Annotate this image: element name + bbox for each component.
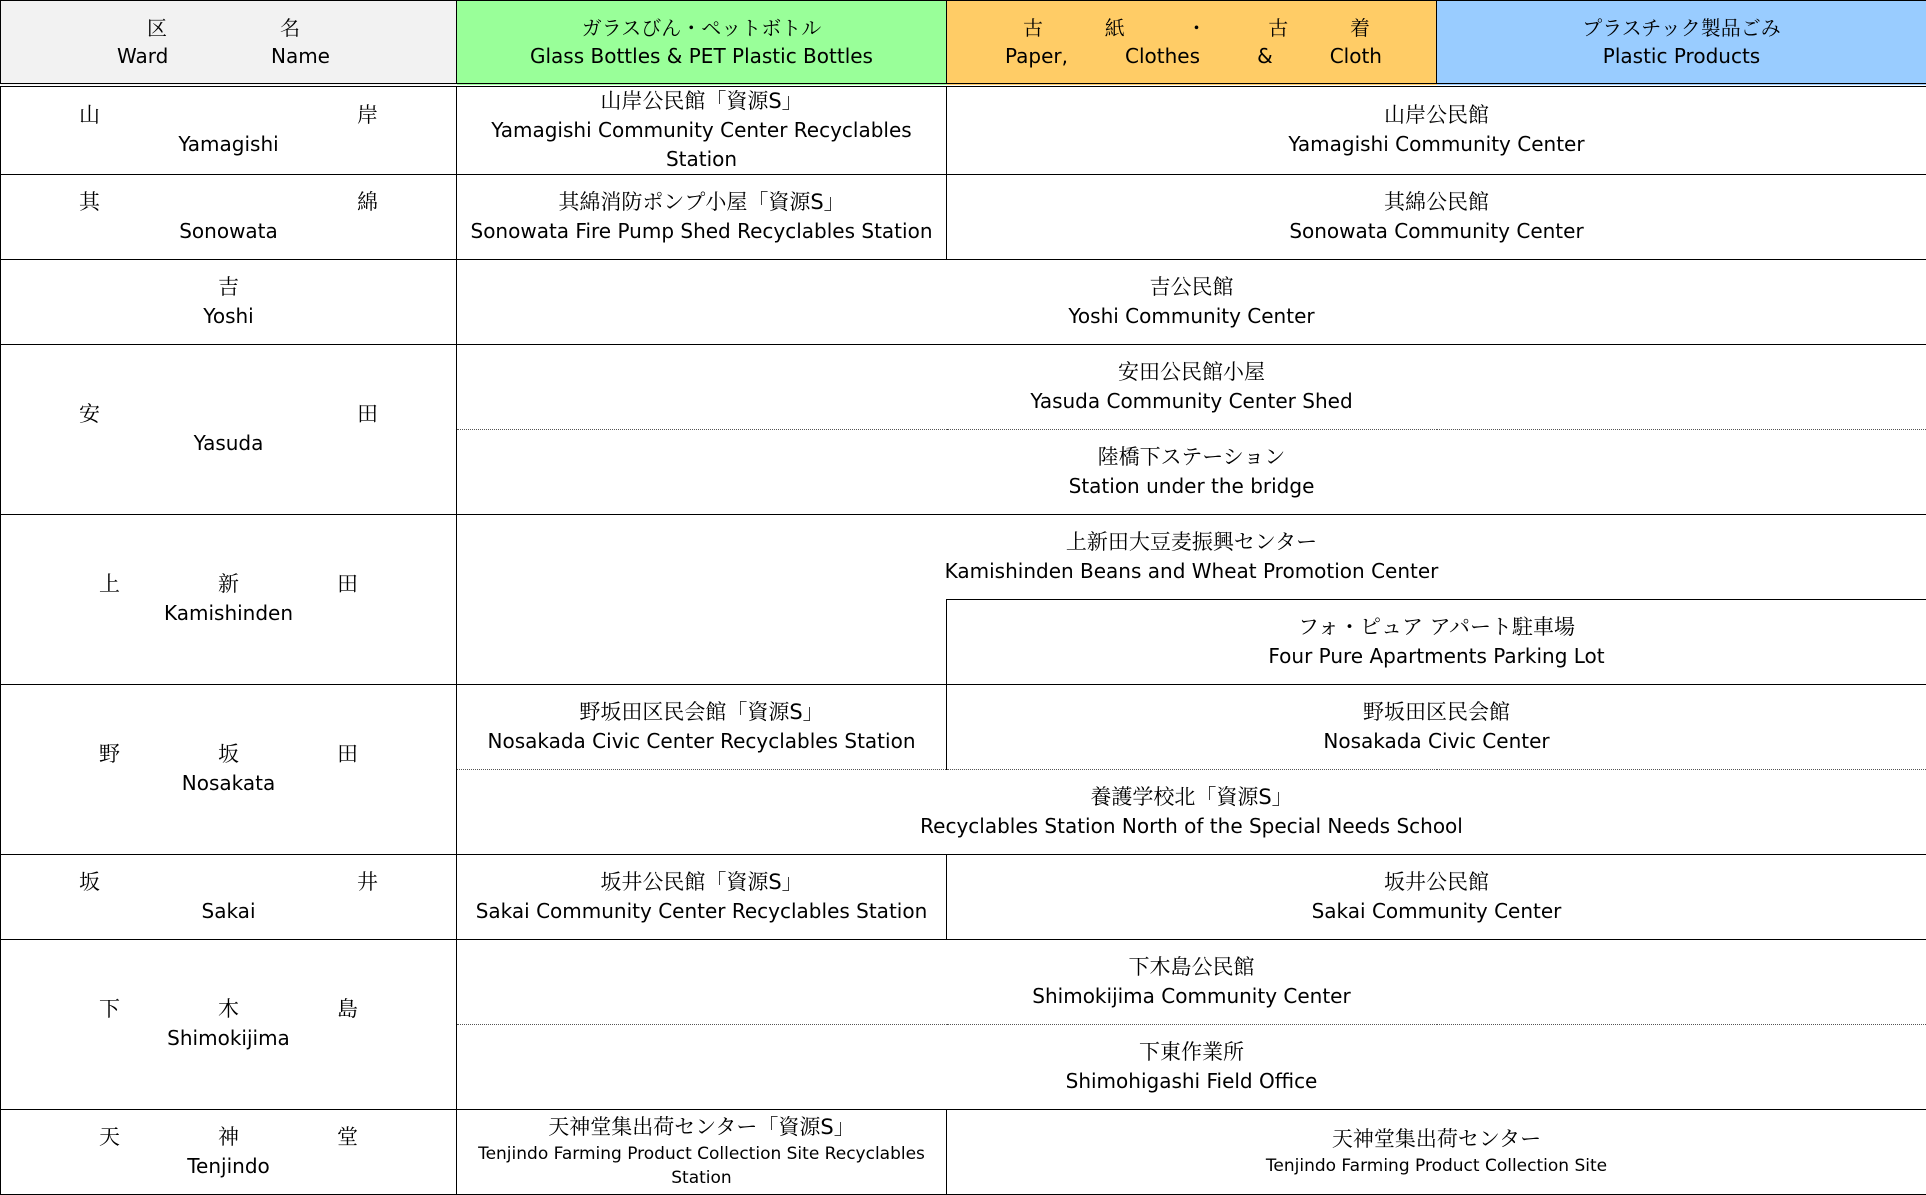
site-jp: 其綿公民館 <box>953 188 1920 217</box>
table-row <box>1 684 1926 769</box>
ward-jp: 田 <box>337 570 358 599</box>
site-jp: 陸橋下ステーション <box>463 443 1920 472</box>
header-paper-clothes <box>947 1 1437 85</box>
table-row <box>1 85 1926 175</box>
ward-jp: 新 <box>218 570 239 599</box>
site-en: Yamagishi Community Center <box>953 130 1920 159</box>
all-site-cell <box>457 514 1926 599</box>
other-site-cell <box>947 599 1926 684</box>
ward-cell-sonowata <box>1 174 457 259</box>
ward-jp: 坂 <box>218 740 239 769</box>
header-paper-jp-3: ・ <box>1187 14 1207 42</box>
other-site-cell <box>947 174 1926 259</box>
ward-jp: 天 <box>99 1123 120 1152</box>
glass-site-cell <box>457 684 947 769</box>
site-en: Nosakada Civic Center <box>953 727 1920 756</box>
site-jp: 天神堂集出荷センター <box>953 1125 1920 1154</box>
ward-en: Yamagishi <box>7 130 450 159</box>
site-en: Kamishinden Beans and Wheat Promotion Center <box>463 557 1920 586</box>
table-row <box>1 344 1926 429</box>
header-paper-en-2: Clothes <box>1125 42 1200 70</box>
header-plastic-products <box>1437 1 1926 85</box>
all-site-cell <box>457 344 1926 429</box>
ward-cell-nosakata <box>1 684 457 854</box>
glass-site-cell <box>457 85 947 175</box>
header-paper-jp-2: 紙 <box>1105 14 1125 42</box>
other-site-cell <box>947 1109 1926 1194</box>
ward-jp: 田 <box>337 740 358 769</box>
all-site-cell <box>457 429 1926 514</box>
ward-jp: 上 <box>99 570 120 599</box>
header-ward-name <box>1 1 457 85</box>
header-glass-jp: ガラスびん・ペットボトル <box>463 14 940 42</box>
header-ward-en-2: Name <box>271 42 330 70</box>
ward-jp: 神 <box>218 1123 239 1152</box>
ward-cell-shimokijima <box>1 939 457 1109</box>
site-jp: 坂井公民館「資源S」 <box>463 868 940 897</box>
site-jp: 下木島公民館 <box>463 953 1920 982</box>
ward-jp: 坂 <box>79 868 100 897</box>
site-en: Shimohigashi Field Office <box>463 1067 1920 1096</box>
header-paper-jp-4: 古 <box>1268 14 1288 42</box>
site-en: Nosakada Civic Center Recyclables Station <box>463 727 940 756</box>
table-row <box>1 514 1926 599</box>
site-en: Station under the bridge <box>463 472 1920 501</box>
ward-en: Sakai <box>7 897 450 926</box>
header-ward-en-1: Ward <box>117 42 168 70</box>
other-site-cell <box>947 85 1926 175</box>
site-en: Tenjindo Farming Product Collection Site <box>953 1154 1920 1178</box>
site-jp: 天神堂集出荷センター「資源S」 <box>463 1113 940 1142</box>
site-jp: 上新田大豆麦振興センター <box>463 528 1920 557</box>
site-jp: 下東作業所 <box>463 1038 1920 1067</box>
all-site-cell <box>457 939 1926 1024</box>
ward-jp: 田 <box>357 400 378 429</box>
other-site-cell <box>947 854 1926 939</box>
site-en: Recyclables Station North of the Special Needs School <box>463 812 1920 841</box>
ward-jp: 綿 <box>357 188 378 217</box>
site-jp: 其綿消防ポンプ小屋「資源S」 <box>463 188 940 217</box>
ward-cell-kamishinden <box>1 514 457 684</box>
header-paper-jp-5: 着 <box>1350 14 1370 42</box>
ward-jp: 島 <box>337 995 358 1024</box>
ward-en: Sonowata <box>7 217 450 246</box>
ward-cell-tenjindo <box>1 1109 457 1194</box>
ward-jp: 下 <box>99 995 120 1024</box>
ward-cell-sakai <box>1 854 457 939</box>
glass-site-cell <box>457 1109 947 1194</box>
header-paper-jp-1: 古 <box>1023 14 1043 42</box>
site-en: Sonowata Fire Pump Shed Recyclables Station <box>463 217 940 246</box>
ward-en: Kamishinden <box>7 599 450 628</box>
site-en: Yamagishi Community Center Recyclables Station <box>463 116 940 174</box>
all-site-cell <box>457 1024 1926 1109</box>
ward-jp: 安 <box>79 400 100 429</box>
header-paper-en-1: Paper, <box>1005 42 1068 70</box>
site-jp: 山岸公民館 <box>953 101 1920 130</box>
header-plastic-en: Plastic Products <box>1443 42 1920 70</box>
ward-cell-yamagishi <box>1 85 457 175</box>
site-jp: 野坂田区民会館「資源S」 <box>463 698 940 727</box>
ward-jp: 岸 <box>357 101 378 130</box>
ward-en: Shimokijima <box>7 1024 450 1053</box>
ward-en: Nosakata <box>7 769 450 798</box>
header-paper-en-3: & <box>1257 42 1273 70</box>
glass-empty-cell <box>457 599 947 684</box>
glass-site-cell <box>457 174 947 259</box>
ward-en: Yoshi <box>7 302 450 331</box>
header-ward-jp-1: 区 <box>147 14 167 42</box>
site-en: Sakai Community Center <box>953 897 1920 926</box>
other-site-cell <box>947 684 1926 769</box>
header-glass-en: Glass Bottles & PET Plastic Bottles <box>463 42 940 70</box>
table-row <box>1 939 1926 1024</box>
ward-jp: 木 <box>218 995 239 1024</box>
header-row <box>1 1 1926 85</box>
ward-jp: 堂 <box>337 1123 358 1152</box>
site-jp: フォ・ピュア アパート駐車場 <box>953 613 1920 642</box>
header-glass-bottles <box>457 1 947 85</box>
header-plastic-jp: プラスチック製品ごみ <box>1443 14 1920 42</box>
table-row <box>1 1109 1926 1194</box>
ward-jp: 山 <box>79 101 100 130</box>
ward-en: Yasuda <box>7 429 450 458</box>
ward-cell-yoshi <box>1 259 457 344</box>
glass-site-cell <box>457 854 947 939</box>
all-site-cell <box>457 769 1926 854</box>
ward-cell-yasuda <box>1 344 457 514</box>
site-en: Shimokijima Community Center <box>463 982 1920 1011</box>
site-en: Yoshi Community Center <box>463 302 1920 331</box>
ward-jp: 其 <box>79 188 100 217</box>
ward-jp: 野 <box>99 740 120 769</box>
header-paper-en-4: Cloth <box>1330 42 1382 70</box>
site-jp: 吉公民館 <box>463 273 1920 302</box>
site-en: Yasuda Community Center Shed <box>463 387 1920 416</box>
site-en: Sakai Community Center Recyclables Station <box>463 897 940 926</box>
site-jp: 野坂田区民会館 <box>953 698 1920 727</box>
ward-jp: 井 <box>357 868 378 897</box>
site-jp: 養護学校北「資源S」 <box>463 783 1920 812</box>
header-ward-jp-2: 名 <box>280 14 300 42</box>
site-jp: 坂井公民館 <box>953 868 1920 897</box>
site-jp: 山岸公民館「資源S」 <box>463 87 940 116</box>
site-en: Four Pure Apartments Parking Lot <box>953 642 1920 671</box>
table-row <box>1 854 1926 939</box>
site-jp: 安田公民館小屋 <box>463 358 1920 387</box>
ward-en: Tenjindo <box>7 1152 450 1181</box>
table-row <box>1 259 1926 344</box>
site-en: Tenjindo Farming Product Collection Site Recyclables Station <box>463 1142 940 1190</box>
table-row <box>1 174 1926 259</box>
all-site-cell <box>457 259 1926 344</box>
site-en: Sonowata Community Center <box>953 217 1920 246</box>
ward-jp: 吉 <box>7 273 450 302</box>
